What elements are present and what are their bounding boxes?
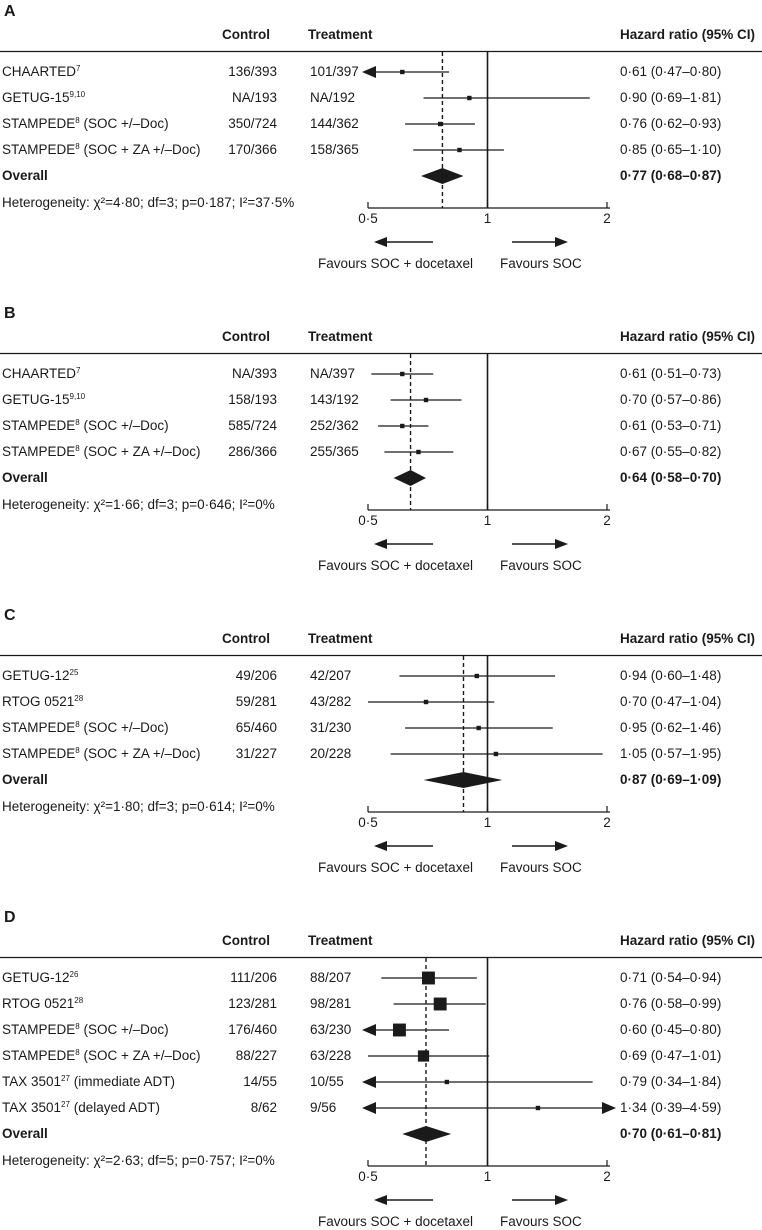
favours-right-label: Favours SOC xyxy=(500,256,582,271)
treatment-events: 255/365 xyxy=(310,444,359,459)
study-label xyxy=(2,116,169,132)
treatment-events: 143/192 xyxy=(310,392,359,407)
study-name: GETUG-15 xyxy=(2,90,70,105)
overall-diamond xyxy=(402,1126,451,1142)
study-name: STAMPEDE xyxy=(2,418,76,433)
study-subgroup: (SOC +/–Doc) xyxy=(79,116,169,131)
favours-left-label: Favours SOC + docetaxel xyxy=(318,1214,473,1229)
study-label xyxy=(2,1100,160,1116)
study-label xyxy=(2,142,201,158)
control-header: Control xyxy=(222,27,270,42)
study-reference: 9,10 xyxy=(69,392,86,401)
treatment-header: Treatment xyxy=(308,27,373,42)
ci-truncation-arrow xyxy=(362,66,376,78)
hazard-ratio-header: Hazard ratio (95% CI) xyxy=(620,933,756,948)
study-name: STAMPEDE xyxy=(2,142,76,157)
overall-diamond xyxy=(421,168,463,184)
study-name: STAMPEDE xyxy=(2,1048,76,1063)
tick-label: 2 xyxy=(603,211,611,226)
panel-letter: B xyxy=(4,305,16,322)
tick-label: 1 xyxy=(483,513,492,528)
overall-hazard-ratio: 0·70 (0·61–0·81) xyxy=(620,1126,722,1141)
study-label xyxy=(2,668,78,684)
tick-label: 0·5 xyxy=(358,1169,378,1184)
study-label xyxy=(2,720,169,736)
favours-left-arrow xyxy=(374,539,433,549)
treatment-header: Treatment xyxy=(308,329,373,344)
treatment-header: Treatment xyxy=(308,933,373,948)
favours-right-arrow xyxy=(512,539,568,549)
favours-right-label: Favours SOC xyxy=(500,1214,582,1229)
point-estimate xyxy=(434,998,447,1011)
control-events: 49/206 xyxy=(235,668,277,683)
point-estimate xyxy=(418,1050,429,1061)
control-events: 585/724 xyxy=(228,418,277,433)
control-events: 59/281 xyxy=(235,694,277,709)
study-reference: 8 xyxy=(75,1022,80,1031)
study-reference: 8 xyxy=(75,142,80,151)
study-reference: 26 xyxy=(69,970,79,979)
point-estimate xyxy=(438,122,442,126)
study-label xyxy=(2,1074,175,1090)
study-name: STAMPEDE xyxy=(2,116,76,131)
hazard-ratio-text: 0·94 (0·60–1·48) xyxy=(620,668,722,683)
point-estimate xyxy=(467,96,471,100)
study-reference: 28 xyxy=(74,694,84,703)
study-name: GETUG-12 xyxy=(2,970,70,985)
overall-label: Overall xyxy=(2,470,48,485)
control-header: Control xyxy=(222,631,270,646)
study-reference: 8 xyxy=(75,444,80,453)
favours-left-arrow xyxy=(374,1195,433,1205)
study-name: GETUG-12 xyxy=(2,668,70,683)
study-subgroup: (immediate ADT) xyxy=(69,1074,175,1089)
tick-label: 2 xyxy=(603,815,611,830)
study-label xyxy=(2,90,85,106)
treatment-events: 63/230 xyxy=(310,1022,352,1037)
treatment-events: 9/56 xyxy=(310,1100,337,1115)
hazard-ratio-text: 0·76 (0·62–0·93) xyxy=(620,116,722,131)
control-events: 286/366 xyxy=(228,444,277,459)
favours-left-label: Favours SOC + docetaxel xyxy=(318,558,473,573)
study-subgroup: (SOC + ZA +/–Doc) xyxy=(79,142,201,157)
study-label xyxy=(2,694,83,710)
study-label xyxy=(2,64,80,80)
treatment-header: Treatment xyxy=(308,631,373,646)
point-estimate xyxy=(457,148,461,152)
study-label xyxy=(2,366,80,382)
study-reference: 28 xyxy=(74,996,84,1005)
tick-label: 0·5 xyxy=(358,211,378,226)
tick-label: 0·5 xyxy=(358,815,378,830)
control-events: 158/193 xyxy=(228,392,277,407)
control-events: 31/227 xyxy=(235,746,277,761)
study-reference: 8 xyxy=(75,720,80,729)
control-events: 136/393 xyxy=(228,64,277,79)
study-subgroup: (SOC + ZA +/–Doc) xyxy=(79,444,201,459)
favours-right-arrow xyxy=(512,237,568,247)
overall-hazard-ratio: 0·64 (0·58–0·70) xyxy=(620,470,722,485)
point-estimate xyxy=(422,972,435,985)
treatment-events: NA/397 xyxy=(310,366,356,381)
point-estimate xyxy=(475,674,479,678)
point-estimate xyxy=(494,752,498,756)
point-estimate xyxy=(536,1106,540,1110)
point-estimate xyxy=(400,70,404,74)
study-reference: 8 xyxy=(75,116,80,125)
study-label xyxy=(2,746,201,762)
point-estimate xyxy=(424,700,428,704)
study-label xyxy=(2,418,169,434)
heterogeneity-stats: Heterogeneity: χ²=4·80; df=3; p=0·187; I²=37·5% xyxy=(2,195,295,210)
hazard-ratio-text: 0·71 (0·54–0·94) xyxy=(620,970,722,985)
treatment-events: 158/365 xyxy=(310,142,359,157)
ci-truncation-arrow xyxy=(362,1076,376,1088)
hazard-ratio-text: 0·90 (0·69–1·81) xyxy=(620,90,722,105)
tick-label: 1 xyxy=(483,211,492,226)
treatment-events: 144/362 xyxy=(310,116,359,131)
hazard-ratio-text: 1·05 (0·57–1·95) xyxy=(620,746,722,761)
control-header: Control xyxy=(222,933,270,948)
control-events: 350/724 xyxy=(228,116,277,131)
favours-left-arrow xyxy=(374,237,433,247)
study-name: CHAARTED xyxy=(2,64,77,79)
hazard-ratio-text: 0·67 (0·55–0·82) xyxy=(620,444,722,459)
control-events: NA/393 xyxy=(231,366,277,381)
treatment-events: 20/228 xyxy=(310,746,352,761)
study-subgroup: (delayed ADT) xyxy=(69,1100,160,1115)
tick-label: 0·5 xyxy=(358,513,378,528)
study-reference: 8 xyxy=(75,1048,80,1057)
study-reference: 25 xyxy=(69,668,79,677)
favours-right-label: Favours SOC xyxy=(500,860,582,875)
study-subgroup: (SOC +/–Doc) xyxy=(79,1022,169,1037)
treatment-events: 42/207 xyxy=(310,668,352,683)
hazard-ratio-text: 0·61 (0·53–0·71) xyxy=(620,418,722,433)
treatment-events: 31/230 xyxy=(310,720,352,735)
study-subgroup: (SOC + ZA +/–Doc) xyxy=(79,1048,201,1063)
study-reference: 7 xyxy=(76,366,81,375)
point-estimate xyxy=(476,726,480,730)
treatment-events: 101/397 xyxy=(310,64,359,79)
study-subgroup: (SOC + ZA +/–Doc) xyxy=(79,746,201,761)
favours-left-arrow xyxy=(374,841,433,851)
control-events: 170/366 xyxy=(228,142,277,157)
study-name: TAX 3501 xyxy=(2,1100,62,1115)
favours-right-arrow xyxy=(512,1195,568,1205)
panel-letter: C xyxy=(4,607,16,624)
point-estimate xyxy=(416,450,420,454)
hazard-ratio-text: 0·69 (0·47–1·01) xyxy=(620,1048,722,1063)
tick-label: 1 xyxy=(483,1169,492,1184)
hazard-ratio-header: Hazard ratio (95% CI) xyxy=(620,27,756,42)
favours-left-label: Favours SOC + docetaxel xyxy=(318,860,473,875)
overall-hazard-ratio: 0·87 (0·69–1·09) xyxy=(620,772,722,787)
study-label xyxy=(2,970,78,986)
ci-truncation-arrow xyxy=(602,1102,616,1114)
control-header: Control xyxy=(222,329,270,344)
study-label xyxy=(2,1022,169,1038)
treatment-events: 88/207 xyxy=(310,970,352,985)
overall-label: Overall xyxy=(2,168,48,183)
control-events: 123/281 xyxy=(228,996,277,1011)
study-name: STAMPEDE xyxy=(2,1022,76,1037)
hazard-ratio-text: 0·70 (0·57–0·86) xyxy=(620,392,722,407)
favours-right-label: Favours SOC xyxy=(500,558,582,573)
heterogeneity-stats: Heterogeneity: χ²=1·66; df=3; p=0·646; I²=0% xyxy=(2,497,275,512)
panel-letter: D xyxy=(4,909,16,926)
overall-hazard-ratio: 0·77 (0·68–0·87) xyxy=(620,168,722,183)
study-label xyxy=(2,996,83,1012)
hazard-ratio-text: 0·70 (0·47–1·04) xyxy=(620,694,722,709)
hazard-ratio-text: 0·95 (0·62–1·46) xyxy=(620,720,722,735)
tick-label: 2 xyxy=(603,513,611,528)
point-estimate xyxy=(400,424,404,428)
study-reference: 27 xyxy=(61,1100,70,1109)
hazard-ratio-text: 0·85 (0·65–1·10) xyxy=(620,142,722,157)
overall-label: Overall xyxy=(2,1126,48,1141)
ci-truncation-arrow xyxy=(362,1024,376,1036)
study-label xyxy=(2,1048,201,1064)
overall-diamond xyxy=(394,470,426,486)
treatment-events: 252/362 xyxy=(310,418,359,433)
hazard-ratio-text: 0·79 (0·34–1·84) xyxy=(620,1074,722,1089)
tick-label: 1 xyxy=(483,815,492,830)
hazard-ratio-header: Hazard ratio (95% CI) xyxy=(620,631,756,646)
control-events: 14/55 xyxy=(243,1074,277,1089)
study-subgroup: (SOC +/–Doc) xyxy=(79,418,169,433)
treatment-events: NA/192 xyxy=(310,90,356,105)
study-subgroup: (SOC +/–Doc) xyxy=(79,720,169,735)
treatment-events: 98/281 xyxy=(310,996,352,1011)
heterogeneity-stats: Heterogeneity: χ²=2·63; df=5; p=0·757; I²=0% xyxy=(2,1153,275,1168)
control-events: NA/193 xyxy=(231,90,277,105)
favours-right-arrow xyxy=(512,841,568,851)
heterogeneity-stats: Heterogeneity: χ²=1·80; df=3; p=0·614; I²=0% xyxy=(2,799,275,814)
treatment-events: 43/282 xyxy=(310,694,352,709)
study-name: STAMPEDE xyxy=(2,444,76,459)
favours-left-label: Favours SOC + docetaxel xyxy=(318,256,473,271)
panel-letter: A xyxy=(4,3,16,20)
control-events: 8/62 xyxy=(250,1100,277,1115)
study-reference: 9,10 xyxy=(69,90,86,99)
study-label xyxy=(2,392,85,408)
overall-label: Overall xyxy=(2,772,48,787)
control-events: 65/460 xyxy=(235,720,277,735)
point-estimate xyxy=(393,1024,406,1037)
hazard-ratio-header: Hazard ratio (95% CI) xyxy=(620,329,756,344)
study-name: STAMPEDE xyxy=(2,746,76,761)
control-events: 88/227 xyxy=(235,1048,277,1063)
hazard-ratio-text: 0·76 (0·58–0·99) xyxy=(620,996,722,1011)
point-estimate xyxy=(424,398,428,402)
overall-diamond xyxy=(424,772,503,788)
hazard-ratio-text: 0·61 (0·47–0·80) xyxy=(620,64,722,79)
hazard-ratio-text: 0·60 (0·45–0·80) xyxy=(620,1022,722,1037)
study-name: GETUG-15 xyxy=(2,392,70,407)
study-name: STAMPEDE xyxy=(2,720,76,735)
treatment-events: 63/228 xyxy=(310,1048,352,1063)
treatment-events: 10/55 xyxy=(310,1074,344,1089)
tick-label: 2 xyxy=(603,1169,611,1184)
study-reference: 8 xyxy=(75,418,80,427)
study-reference: 7 xyxy=(76,64,81,73)
control-events: 176/460 xyxy=(228,1022,277,1037)
study-reference: 8 xyxy=(75,746,80,755)
control-events: 111/206 xyxy=(230,970,277,985)
study-reference: 27 xyxy=(61,1074,70,1083)
hazard-ratio-text: 1·34 (0·39–4·59) xyxy=(620,1100,722,1115)
ci-truncation-arrow xyxy=(362,1102,376,1114)
hazard-ratio-text: 0·61 (0·51–0·73) xyxy=(620,366,722,381)
point-estimate xyxy=(445,1080,449,1084)
point-estimate xyxy=(400,372,404,376)
study-label xyxy=(2,444,201,460)
study-name: RTOG 0521 xyxy=(2,694,75,709)
study-name: CHAARTED xyxy=(2,366,77,381)
study-name: TAX 3501 xyxy=(2,1074,62,1089)
study-name: RTOG 0521 xyxy=(2,996,75,1011)
